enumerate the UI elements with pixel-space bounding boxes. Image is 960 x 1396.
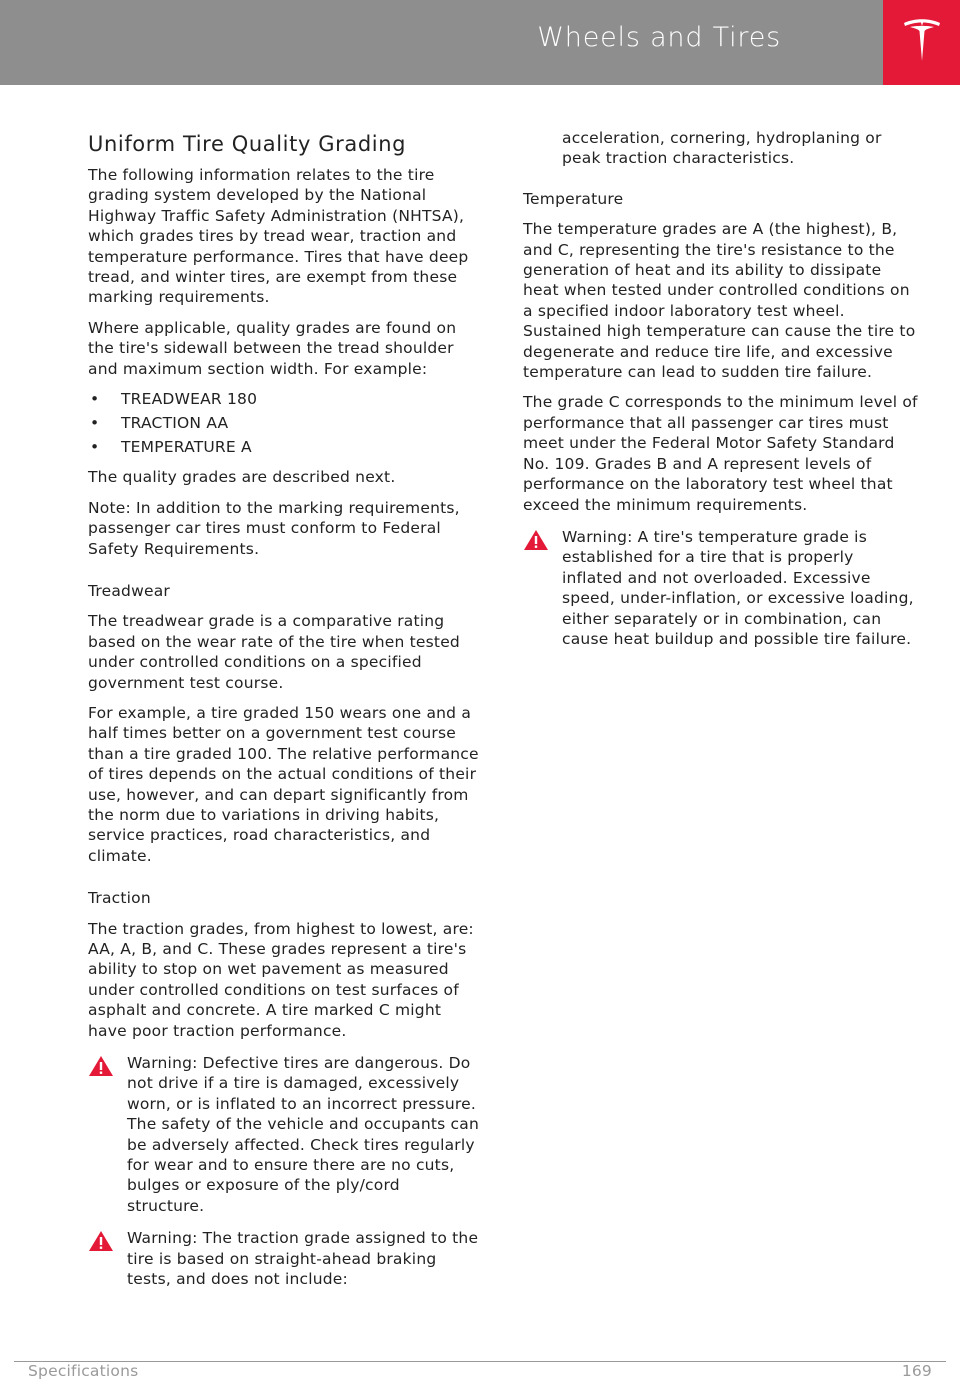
paragraph: The quality grades are described next.	[88, 468, 396, 487]
warning-block	[88, 1228, 480, 1289]
subheading-traction: Traction	[88, 889, 151, 908]
bullet-icon: •	[90, 437, 100, 456]
warning-triangle-icon	[523, 529, 549, 551]
logo-box	[883, 0, 960, 85]
warning-triangle-icon	[88, 1230, 114, 1252]
page-title: Wheels and Tires	[537, 22, 781, 53]
warning-text: Warning: Defective tires are dangerous. Do not drive if a tire is damaged, excessively worn, or is inflated to an incorrect pressure. The safety of the vehicle and occupants can be adversely affected. Check tires regularly for wear and to ensure there are no cuts, bulges or exposure of the ply/cord structure.	[127, 1054, 479, 1215]
tesla-logo-icon	[902, 17, 942, 67]
note: Note: In addition to the marking requirements, passenger car tires must conform to Federal Safety Requirements.	[88, 498, 460, 558]
list-item: • TREADWEAR 180	[90, 390, 258, 409]
left-column	[88, 128, 480, 1302]
section-heading: Uniform Tire Quality Grading	[88, 132, 407, 156]
warning-continuation: acceleration, cornering, hydroplaning or peak traction characteristics.	[562, 129, 882, 168]
warning-text: Warning: The traction grade assigned to the tire is based on straight-ahead braking tests, and does not include:	[127, 1229, 479, 1289]
list-item: • TEMPERATURE A	[90, 437, 252, 456]
bullet-icon: •	[90, 390, 100, 409]
list-item: • TRACTION AA	[90, 413, 229, 432]
header-bar	[0, 0, 883, 85]
warning-block	[523, 527, 918, 649]
warning-text: Warning: A tire's temperature grade is established for a tire that is properly inflated and not overloaded. Excessive speed, under-inflation, or excessive loading, either separately or in combination, can cause heat buildup and possible tire failure.	[562, 527, 914, 648]
paragraph: The traction grades, from highest to lowest, are: AA, A, B, and C. These grades represent a tire's ability to stop on wet pavement as measured under controlled conditions on test surfaces of asphalt and concrete. A tire marked C might have poor traction performance.	[88, 919, 474, 1040]
subheading-temperature: Temperature	[523, 189, 624, 208]
footer-section: Specifications	[28, 1362, 139, 1380]
warning-triangle-icon	[88, 1055, 114, 1077]
example-list	[88, 389, 480, 457]
page-number: 169	[901, 1362, 932, 1380]
paragraph: For example, a tire graded 150 wears one and a half times better on a government test course than a tire graded 100. The relative performance of tires depends on the actual conditions of their use, however, and can depart significantly from the norm due to variations in driving habits, service practices, road characteristics, and climate.	[88, 703, 479, 865]
paragraph: The temperature grades are A (the highest), B, and C, representing the tire's resistance to the generation of heat and its ability to dissipate heat when tested under controlled conditions on a specified indoor laboratory test wheel. Sustained high temperature can cause the tire to degenerate and reduce tire life, and excessive temperature can lead to sudden tire failure.	[523, 220, 916, 382]
bullet-icon: •	[90, 413, 100, 432]
paragraph: Where applicable, quality grades are found on the tire's sidewall between the tread shoulder and maximum section width. For example:	[88, 318, 457, 378]
footer-divider	[14, 1361, 946, 1362]
paragraph: The following information relates to the tire grading system developed by the National Highway Traffic Safety Administration (NHTSA), which grades tires by tread wear, traction and temperature performance. Tires that have deep tread, and winter tires, are exempt from these marking requirements.	[88, 166, 469, 307]
paragraph: The treadwear grade is a comparative rating based on the wear rate of the tire when tested under controlled conditions on a specified government test course.	[88, 612, 460, 692]
paragraph: The grade C corresponds to the minimum level of performance that all passenger car tires must meet under the Federal Motor Safety Standard No. 109. Grades B and A represent levels of performance on the laboratory test wheel that exceed the minimum requirements.	[523, 393, 918, 514]
right-column	[523, 128, 918, 661]
warning-block	[88, 1053, 480, 1216]
subheading-treadwear: Treadwear	[88, 581, 170, 600]
